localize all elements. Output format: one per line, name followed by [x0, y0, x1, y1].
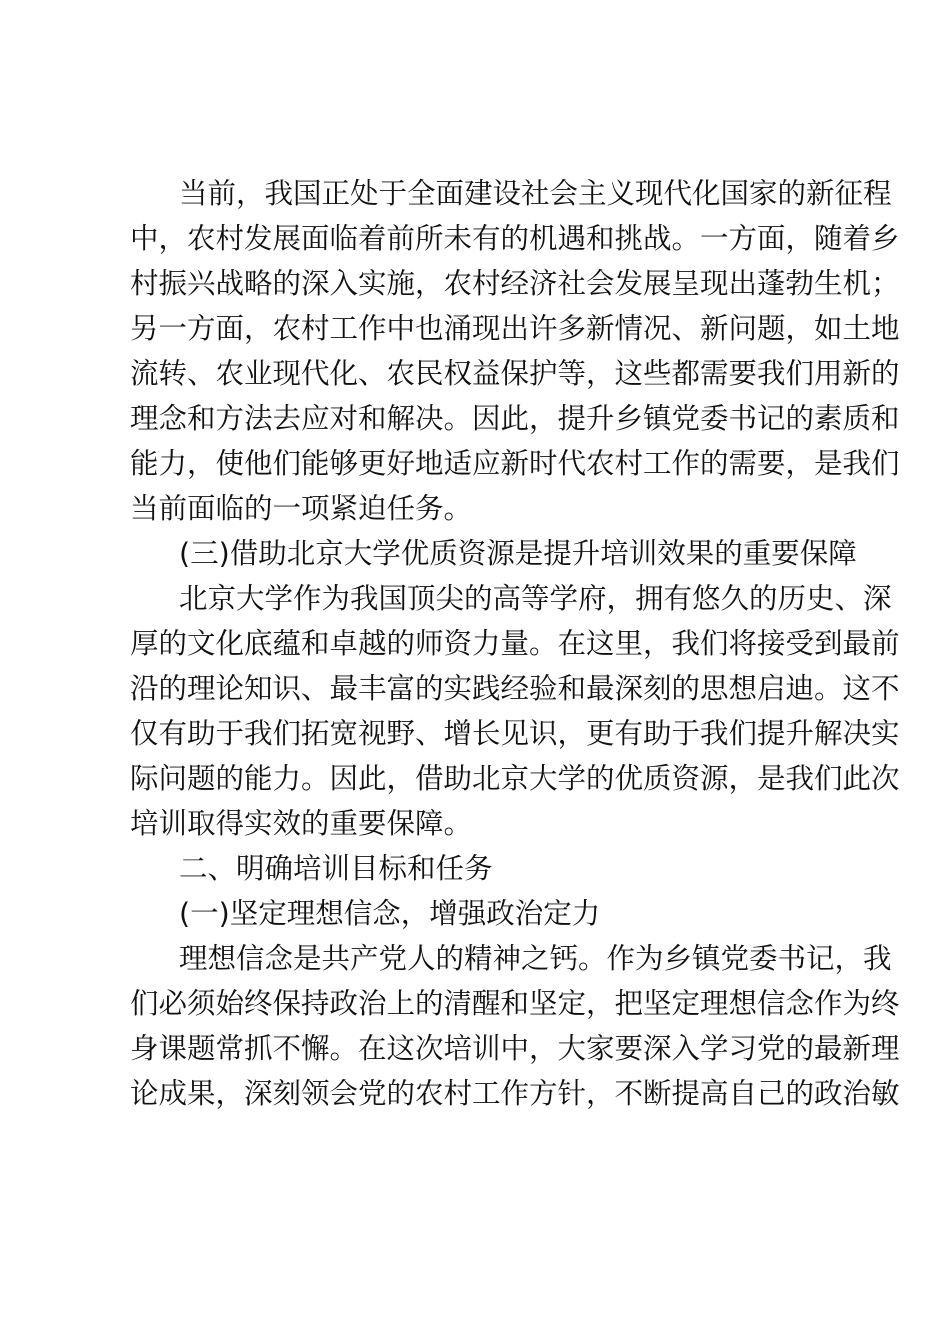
paragraph-line: 们必须始终保持政治上的清醒和坚定，把坚定理想信念作为终 — [130, 987, 900, 1020]
paragraph-line: 能力，使他们能够更好地适应新时代农村工作的需要，是我们 — [130, 447, 900, 480]
paragraph-line: 理念和方法去应对和解决。因此，提升乡镇党委书记的素质和 — [130, 402, 900, 435]
paragraph-line: 厚的文化底蕴和卓越的师资力量。在这里，我们将接受到最前 — [130, 627, 900, 660]
paragraph-line: 培训取得实效的重要保障。 — [130, 807, 473, 840]
paragraph-line: 沿的理论知识、最丰富的实践经验和最深刻的思想启迪。这不 — [130, 672, 900, 705]
paragraph-line: 理想信念是共产党人的精神之钙。作为乡镇党委书记，我 — [179, 942, 892, 975]
paragraph-line: 中，农村发展面临着前所未有的机遇和挑战。一方面，随着乡 — [130, 222, 900, 255]
paragraph-line: 村振兴战略的深入实施，农村经济社会发展呈现出蓬勃生机； — [130, 267, 900, 300]
paragraph-line: 论成果，深刻领会党的农村工作方针，不断提高自己的政治敏 — [130, 1077, 900, 1110]
paragraph-line: 当前，我国正处于全面建设社会主义现代化国家的新征程 — [179, 177, 892, 210]
section-heading: (三)借助北京大学优质资源是提升培训效果的重要保障 — [179, 537, 857, 570]
section-heading: (一)坚定理想信念，增强政治定力 — [179, 897, 601, 930]
chapter-heading: 二、明确培训目标和任务 — [179, 852, 493, 885]
paragraph-line: 仅有助于我们拓宽视野、增长见识，更有助于我们提升解决实 — [130, 717, 900, 750]
paragraph-line: 际问题的能力。因此，借助北京大学的优质资源，是我们此次 — [130, 762, 900, 795]
paragraph-line: 另一方面，农村工作中也涌现出许多新情况、新问题，如土地 — [130, 312, 900, 345]
paragraph-line: 身课题常抓不懈。在这次培训中，大家要深入学习党的最新理 — [130, 1032, 900, 1065]
paragraph-line: 流转、农业现代化、农民权益保护等，这些都需要我们用新的 — [130, 357, 900, 390]
paragraph-line: 当前面临的一项紧迫任务。 — [130, 492, 473, 525]
paragraph-line: 北京大学作为我国顶尖的高等学府，拥有悠久的历史、深 — [179, 582, 892, 615]
